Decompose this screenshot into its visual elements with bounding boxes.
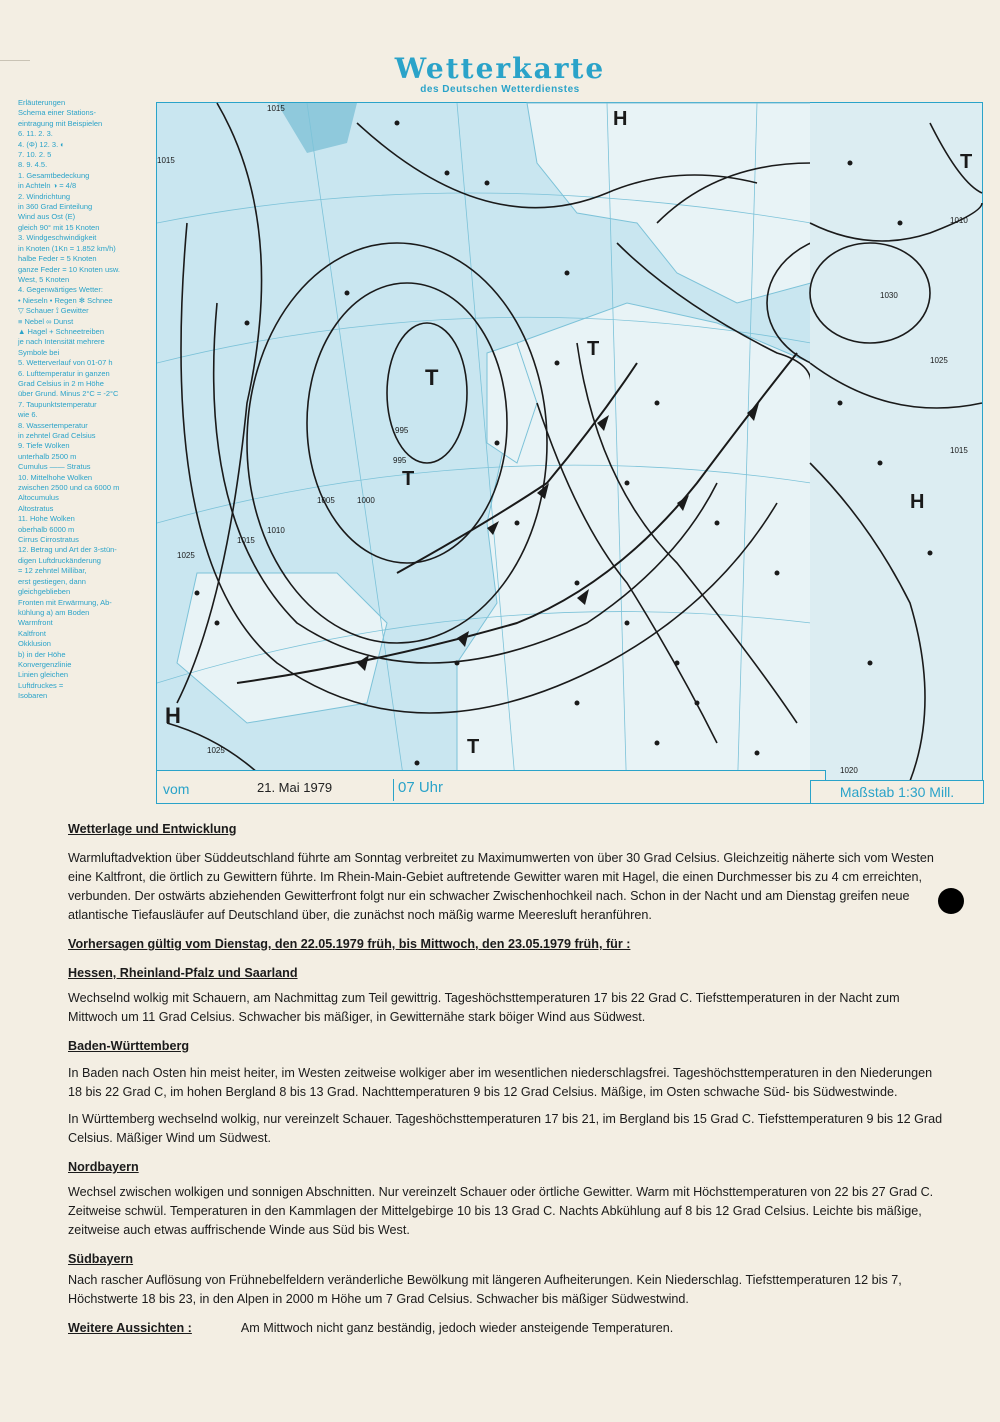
page-title: Wetterkarte [394, 52, 606, 85]
low-label: T [402, 468, 415, 490]
high-label: H [165, 703, 181, 728]
legend-line: Kaltfront [18, 628, 46, 638]
legend-line: 12. Betrag und Art der 3-stün- [18, 545, 117, 555]
legend-line: • Nieseln • Regen ✻ Schnee [18, 295, 113, 305]
legend-line: Konvergenzlinie [18, 659, 72, 669]
aussichten-row [68, 1319, 946, 1338]
legend-line: Luftdruckes = [18, 680, 64, 690]
legend-line: 8. Wassertemperatur [18, 420, 88, 430]
legend-line: Erläuterungen [18, 98, 66, 107]
svg-text:H: H [910, 491, 925, 513]
svg-text:1010: 1010 [267, 526, 285, 535]
svg-text:995: 995 [393, 456, 407, 465]
footer-vom-label: vom [163, 781, 190, 797]
legend-line: in Knoten (1Kn = 1.852 km/h) [18, 243, 116, 253]
section-heading-suedbayern: Südbayern [68, 1252, 134, 1266]
legend-line: erst gestiegen, dann [18, 576, 86, 586]
map-footer [156, 770, 826, 804]
legend-line: 4. Gegenwärtiges Wetter: [18, 285, 103, 295]
hessen-text: Wechselnd wolkig mit Schauern, am Nachmittag zum Teil gewittrig. Tageshöchsttemperaturen 17 bis 22 Grad C. Tiefsttemperaturen in der Nacht zum Mittwoch um 11 Grad Celsius. Schwacher bis mäßiger, in Gewitternähe stark böiger Wind aus Südwest. [68, 991, 900, 1024]
legend-line: gleichgeblieben [18, 587, 71, 597]
legend-line: Wind aus Ost (E) [18, 212, 76, 222]
low-label: T [467, 736, 480, 758]
legend-line: ≡ Nebel ∞ Dunst [18, 316, 74, 326]
legend-line: ▲ Hagel + Schneetreiben [18, 326, 105, 336]
legend-line: 9. Tiefe Wolken [18, 441, 70, 451]
legend-line: ▽ Schauer ⟟ Gewitter [18, 306, 89, 316]
legend-line: zwischen 2500 und ca 6000 m [18, 483, 120, 493]
legend-line: eintragung mit Beispielen [18, 118, 103, 128]
baden-text-2: In Württemberg wechselnd wolkig, nur vereinzelt Schauer. Tageshöchsttemperaturen 17 bis 21, im Bergland bis 15 Grad C. Tiefsttemperaturen 9 bis 12 Grad Celsius. Mäßiger Wind um Südwest. [68, 1112, 943, 1145]
page-subtitle: des Deutschen Wetterdienstes [420, 84, 580, 95]
legend-line: Warmfront [18, 618, 53, 628]
section-heading-hessen: Hessen, Rheinland-Pfalz und Saarland [68, 966, 298, 980]
svg-text:1015: 1015 [157, 156, 175, 165]
legend-line: kühlung a) am Boden [18, 607, 90, 617]
map-legend [18, 98, 156, 702]
legend-line: 3. Windgeschwindigkeit [18, 233, 97, 243]
legend-line: 4. (Φ) 12. 3. ◐ [18, 139, 65, 149]
low-label: T [425, 365, 439, 390]
low-label: T [587, 338, 600, 360]
forecast-text [68, 820, 946, 1338]
svg-text:1020: 1020 [840, 766, 858, 775]
legend-line: in Achteln ◑ = 4/8 [18, 181, 77, 191]
svg-text:1015: 1015 [237, 536, 255, 545]
legend-line: = 12 zehntel Millibar, [18, 566, 87, 576]
legend-line: 7. Taupunktstemperatur [18, 399, 97, 409]
map-drawing [157, 103, 811, 803]
legend-line: 1. Gesamtbedeckung [18, 170, 90, 180]
legend-line: oberhalb 6000 m [18, 524, 75, 534]
aussichten-label: Weitere Aussichten : [68, 1321, 192, 1335]
svg-text:1010: 1010 [950, 216, 968, 225]
legend-line: West, 5 Knoten [18, 274, 70, 284]
svg-text:1015: 1015 [950, 446, 968, 455]
section-heading-vorhersage: Vorhersagen gültig vom Dienstag, den 22.05.1979 früh, bis Mittwoch, den 23.05.1979 früh, für : [68, 937, 631, 951]
legend-line: über Grund. Minus 2°C = -2°C [18, 389, 119, 399]
suedbayern-text: Nach rascher Auflösung von Frühnebelfeldern veränderliche Bewölkung mit längeren Aufheiterungen. Kein Niederschlag. Tiefsttemperaturen 12 bis 7, Höchstwerte 18 bis 23, in den Alpen in 2000 m Höhe um 7 Grad Celsius. Schwacher bis mäßiger Südwestwind. [68, 1273, 902, 1306]
baden-text-1: In Baden nach Osten hin meist heiter, im Westen zeitweise wolkiger aber im wesentlichen niederschlagsfrei. Tageshöchsttemperaturen in den Niederungen 18 bis 22 Grad C, im hohen Bergland 8 bis 13 Grad. Nachttemperaturen 9 bis 12 Grad Celsius. Mäßige, im Osten schwache Süd- bis Südwestwinde. [68, 1066, 933, 1099]
legend-line: Fronten mit Erwärmung, Ab- [18, 597, 112, 607]
legend-line: Symbole bei [18, 347, 60, 357]
land-greenland [277, 103, 357, 153]
legend-line: Cirrus Cirrostratus [18, 535, 79, 545]
map-time: 07 Uhr [393, 779, 443, 801]
legend-line: 7. 10. 2. 5 [18, 150, 52, 160]
legend-line: Schema einer Stations- [18, 108, 96, 118]
legend-line: je nach Intensität mehrere [18, 337, 105, 347]
land-iberia [177, 573, 387, 723]
svg-text:1005: 1005 [317, 496, 335, 505]
legend-line: Linien gleichen [18, 670, 69, 680]
section-heading-nordbayern: Nordbayern [68, 1160, 139, 1174]
map-drawing-east [810, 103, 982, 781]
land-scandinavia [527, 103, 811, 303]
section-heading-baden: Baden-Württemberg [68, 1039, 190, 1053]
legend-line: Cumulus —— Stratus [18, 462, 91, 472]
svg-text:1015: 1015 [267, 104, 285, 113]
svg-text:1030: 1030 [880, 291, 898, 300]
svg-text:995: 995 [395, 426, 409, 435]
svg-text:1025: 1025 [177, 551, 195, 560]
legend-line: digen Luftdruckänderung [18, 555, 101, 565]
legend-line: ganze Feder = 10 Knoten usw. [18, 264, 120, 274]
legend-line: 10. Mittelhohe Wolken [18, 472, 93, 482]
map-scale: Maßstab 1:30 Mill. [810, 780, 984, 804]
legend-line: 6. Lufttemperatur in ganzen [18, 368, 110, 378]
legend-line: Grad Celsius in 2 m Höhe [18, 378, 104, 388]
legend-line: 8. 9. 4.5. [18, 160, 48, 170]
svg-text:1025: 1025 [207, 746, 225, 755]
map-date: 21. Mai 1979 [257, 780, 333, 795]
legend-line: 6. 11. 2. 3. [18, 129, 53, 139]
lage-text: Warmluftadvektion über Süddeutschland führte am Sonntag verbreitet zu Maximumwerten von über 30 Grad Celsius. Gleichzeitig näherte sich vom Westen eine Kaltfront, die örtlich zu Gewittern führte. Im Rhein-Main-Gebiet auftretende Gewitter waren mit Hagel, die einen Durchmesser bis zu 4 cm erreichten, verbunden. Der ostwärts abziehenden Gewitterfront folgt nur ein schwacher Zwischenhochkeil nach. Schon in der Nacht und am Dienstag greifen neue atlantische Tiefausläufer auf Deutschland über, die zunächst noch mäßig warme Meeresluft heranführen. [68, 851, 934, 922]
legend-line: unterhalb 2500 m [18, 451, 77, 461]
legend-line: Okklusion [18, 639, 51, 649]
svg-text:1000: 1000 [357, 496, 375, 505]
legend-line: Altocumulus [18, 493, 59, 503]
legend-line: in 360 Grad Einteilung [18, 202, 93, 212]
legend-line: Altostratus [18, 503, 54, 513]
weather-map [156, 102, 812, 804]
legend-line: 11. Hohe Wolken [18, 514, 75, 524]
section-heading-lage: Wetterlage und Entwicklung [68, 822, 237, 836]
legend-line: 2. Windrichtung [18, 191, 71, 201]
legend-line: 5. Wetterverlauf von 01-07 h [18, 358, 113, 368]
nordbayern-text: Wechsel zwischen wolkigen und sonnigen Abschnitten. Nur vereinzelt Schauer oder örtliche Gewitter. Warm mit Höchsttemperaturen von 22 bis 27 Grad C. Zeitweise schwül. Temperaturen in den Kammlagen der Mittelgebirge 10 bis 13 Grad C. Nachts Abkühlung auf 8 bis 12 Grad Celsius. Leichte bis mäßige, zeitweise auch etwas auffrischende Winde aus Süd bis West. [68, 1185, 934, 1237]
legend-line: Isobaren [18, 691, 48, 701]
high-label: H [613, 108, 628, 130]
legend-line: wie 6. [18, 410, 38, 420]
weather-map-east [810, 102, 983, 782]
legend-line: b) in der Höhe [18, 649, 66, 659]
legend-line: halbe Feder = 5 Knoten [18, 254, 97, 264]
svg-text:T: T [960, 151, 973, 173]
legend-line: gleich 90° mit 15 Knoten [18, 222, 100, 232]
svg-text:1025: 1025 [930, 356, 948, 365]
aussichten-text: Am Mittwoch nicht ganz beständig, jedoch wieder ansteigende Temperaturen. [240, 1321, 674, 1335]
legend-line: in zehntel Grad Celsius [18, 431, 96, 440]
